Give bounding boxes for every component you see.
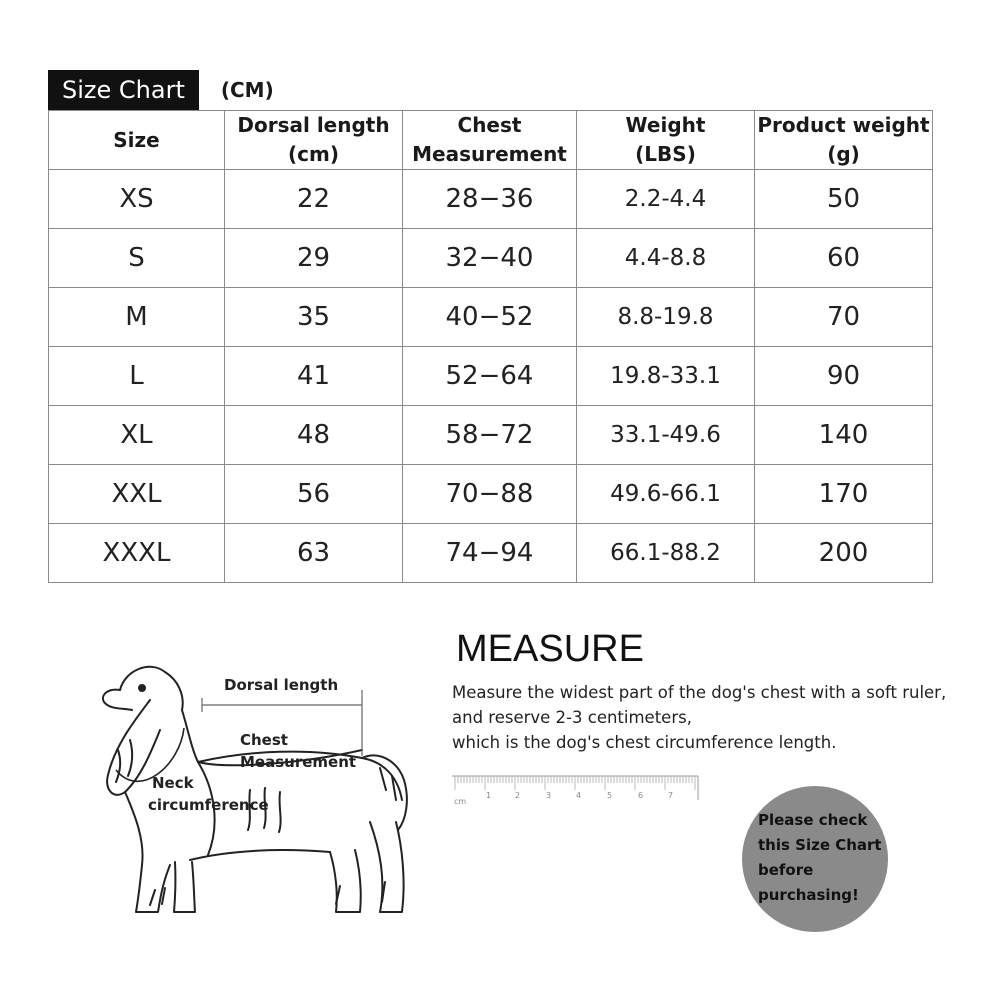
- cell-weight: 19.8-33.1: [577, 347, 755, 406]
- cell-weight: 8.8-19.8: [577, 288, 755, 347]
- cell-chest: 52−64: [403, 347, 577, 406]
- cell-weight: 49.6-66.1: [577, 465, 755, 524]
- cell-size: XS: [49, 170, 225, 229]
- cell-weight: 66.1-88.2: [577, 524, 755, 583]
- cell-chest: 58−72: [403, 406, 577, 465]
- cell-size: L: [49, 347, 225, 406]
- cell-weight: 33.1-49.6: [577, 406, 755, 465]
- measure-heading: MEASURE: [456, 628, 644, 670]
- cell-dorsal: 56: [225, 465, 403, 524]
- ruler-mark: 4: [576, 791, 582, 800]
- ruler-mark: 1: [486, 791, 492, 800]
- ruler-illustration: [452, 774, 702, 808]
- label-dorsal-length: Dorsal length: [224, 676, 339, 694]
- size-chart-title: [48, 70, 274, 110]
- label-circumference: circumference: [148, 796, 269, 814]
- measure-line: and reserve 2-3 centimeters,: [452, 708, 692, 727]
- cell-chest: 70−88: [403, 465, 577, 524]
- badge-line: purchasing!: [758, 886, 859, 904]
- dog-diagram: [80, 650, 440, 930]
- ruler-mark: 3: [546, 791, 552, 800]
- measure-line: Measure the widest part of the dog's chest with a soft ruler,: [452, 683, 947, 702]
- cell-product-weight: 90: [755, 347, 933, 406]
- table-row: [49, 465, 933, 524]
- cell-product-weight: 140: [755, 406, 933, 465]
- cell-size: XL: [49, 406, 225, 465]
- cell-product-weight: 50: [755, 170, 933, 229]
- header-chest-measurement: Chest Measurement: [403, 111, 577, 170]
- cell-dorsal: 22: [225, 170, 403, 229]
- cell-size: XXXL: [49, 524, 225, 583]
- header-weight: Weight (LBS): [577, 111, 755, 170]
- cell-chest: 28−36: [403, 170, 577, 229]
- label-neck: Neck: [152, 774, 194, 792]
- badge-line: Please check: [758, 811, 868, 829]
- cell-chest: 74−94: [403, 524, 577, 583]
- cell-dorsal: 48: [225, 406, 403, 465]
- ruler-mark: 6: [638, 791, 644, 800]
- measure-instructions: [452, 680, 992, 755]
- cell-size: S: [49, 229, 225, 288]
- label-chest: Chest: [240, 731, 288, 749]
- ruler-unit: cm: [454, 797, 467, 806]
- cell-dorsal: 35: [225, 288, 403, 347]
- cell-dorsal: 41: [225, 347, 403, 406]
- cell-weight: 2.2-4.4: [577, 170, 755, 229]
- cell-size: M: [49, 288, 225, 347]
- size-chart-label: Size Chart: [48, 70, 199, 110]
- ruler-mark: 7: [668, 791, 674, 800]
- size-table: [48, 110, 933, 583]
- table-header-row: [49, 111, 933, 170]
- table-row: [49, 170, 933, 229]
- cell-dorsal: 29: [225, 229, 403, 288]
- cell-chest: 40−52: [403, 288, 577, 347]
- cell-size: XXL: [49, 465, 225, 524]
- badge-line: before: [758, 861, 814, 879]
- table-row: [49, 524, 933, 583]
- label-measurement: Measurement: [240, 753, 357, 771]
- ruler-mark: 2: [515, 791, 521, 800]
- ruler-icon: [452, 774, 702, 808]
- table-row: [49, 229, 933, 288]
- badge-line: this Size Chart: [758, 836, 882, 854]
- cell-product-weight: 200: [755, 524, 933, 583]
- cell-product-weight: 60: [755, 229, 933, 288]
- ruler-mark: 5: [607, 791, 613, 800]
- header-product-weight: Product weight (g): [755, 111, 933, 170]
- cell-product-weight: 170: [755, 465, 933, 524]
- measure-line: which is the dog's chest circumference length.: [452, 733, 837, 752]
- header-dorsal-length: Dorsal length (cm): [225, 111, 403, 170]
- table-row: [49, 288, 933, 347]
- please-check-badge: [742, 786, 888, 932]
- cell-product-weight: 70: [755, 288, 933, 347]
- cell-chest: 32−40: [403, 229, 577, 288]
- size-chart-unit: (CM): [220, 78, 274, 102]
- cell-weight: 4.4-8.8: [577, 229, 755, 288]
- table-row: [49, 347, 933, 406]
- header-size: Size: [49, 111, 225, 170]
- table-row: [49, 406, 933, 465]
- cell-dorsal: 63: [225, 524, 403, 583]
